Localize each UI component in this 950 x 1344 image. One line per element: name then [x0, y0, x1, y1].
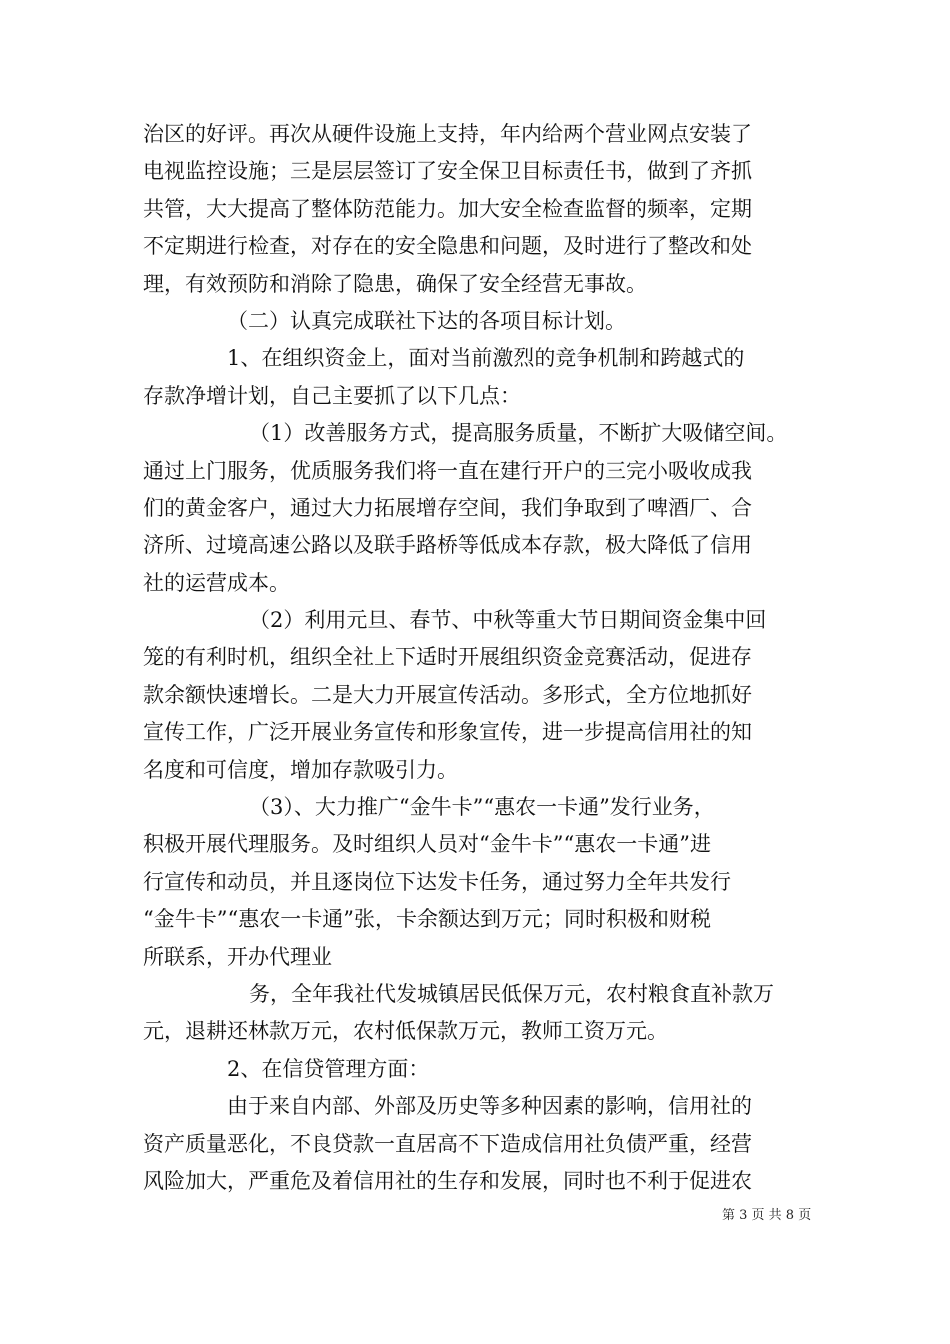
text-line: “金牛卡”“惠农一卡通”张，卡余额达到万元；同时积极和财税	[143, 907, 711, 932]
page-number-footer: 第 3 页 共 8 页	[722, 1208, 812, 1223]
text-line: 通过上门服务，优质服务我们将一直在建行开户的三完小吸收成我	[143, 458, 752, 483]
subsection-heading: 1、在组织资金上，面对当前激烈的竞争机制和跨越式的	[227, 346, 745, 371]
subsection-heading: 2、在信贷管理方面：	[227, 1056, 430, 1081]
section-heading: （二）认真完成联社下达的各项目标计划。	[227, 308, 626, 333]
body-text	[143, 116, 815, 1200]
text-line: 资产质量恶化，不良贷款一直居高不下造成信用社负债严重，经营	[143, 1131, 752, 1156]
text-line: 由于来自内部、外部及历史等多种因素的影响，信用社的	[227, 1094, 752, 1119]
text-line: 务，全年我社代发城镇居民低保万元，农村粮食直补款万	[249, 981, 774, 1006]
text-line: 积极开展代理服务。及时组织人员对“金牛卡”“惠农一卡通”进	[143, 832, 711, 857]
text-line: 款余额快速增长。二是大力开展宣传活动。多形式，全方位地抓好	[143, 682, 752, 707]
text-line: 社的运营成本。	[143, 570, 290, 595]
text-line: 风险加大，严重危及着信用社的生存和发展，同时也不利于促进农	[143, 1168, 752, 1193]
text-line: 不定期进行检查，对存在的安全隐患和问题，及时进行了整改和处	[143, 234, 752, 259]
list-item-heading: （3）、大力推广“金牛卡”“惠农一卡通”发行业务，	[249, 795, 715, 820]
text-line: 所联系，开办代理业	[143, 944, 332, 969]
text-line: 宣传工作，广泛开展业务宣传和形象宣传，进一步提高信用社的知	[143, 720, 752, 745]
text-line: 共管，大大提高了整体防范能力。加大安全检查监督的频率，定期	[143, 196, 752, 221]
list-item-heading: （2）利用元旦、春节、中秋等重大节日期间资金集中回	[249, 608, 767, 633]
text-line: 元，退耕还林款万元，农村低保款万元，教师工资万元。	[143, 1019, 668, 1044]
text-line: 存款净增计划，自己主要抓了以下几点：	[143, 383, 521, 408]
text-line: 们的黄金客户，通过大力拓展增存空间，我们争取到了啤酒厂、合	[143, 495, 752, 520]
text-line: 理，有效预防和消除了隐患，确保了安全经营无事故。	[143, 271, 647, 296]
text-line: 电视监控设施；三是层层签订了安全保卫目标责任书，做到了齐抓	[143, 159, 752, 184]
text-line: 治区的好评。再次从硬件设施上支持，年内给两个营业网点安装了	[143, 122, 752, 146]
text-line: 笼的有利时机，组织全社上下适时开展组织资金竞赛活动，促进存	[143, 645, 752, 670]
text-line: 济所、过境高速公路以及联手路桥等低成本存款，极大降低了信用	[143, 533, 752, 558]
text-line: 行宣传和动员，并且逐岗位下达发卡任务，通过努力全年共发行	[143, 869, 731, 894]
text-line: 名度和可信度，增加存款吸引力。	[143, 757, 458, 782]
list-item-heading: （1）改善服务方式，提高服务质量，不断扩大吸储空间。	[249, 421, 788, 446]
